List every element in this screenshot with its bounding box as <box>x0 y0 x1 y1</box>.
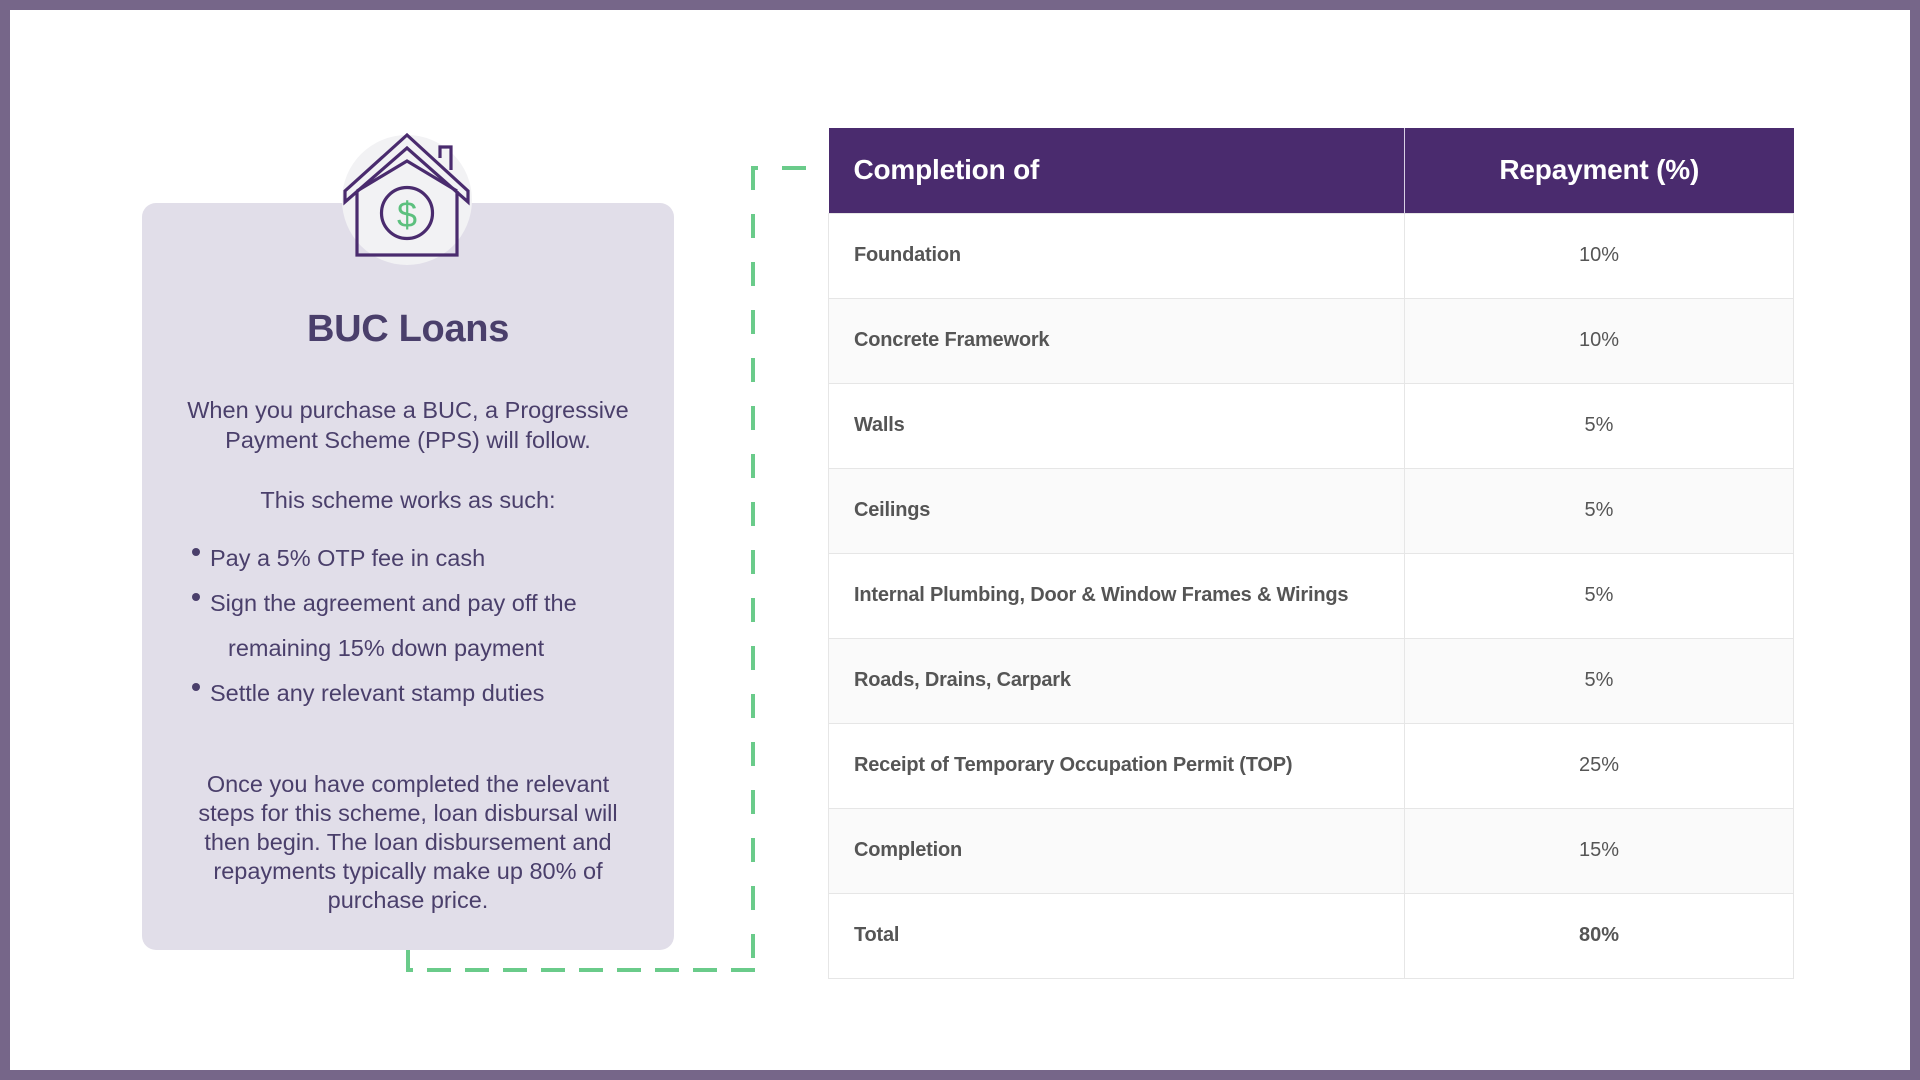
table-row <box>829 553 1794 638</box>
list-item <box>190 581 630 671</box>
table-total-row <box>829 893 1794 978</box>
repayment-cell: 10% <box>1405 213 1794 298</box>
repayment-cell: 5% <box>1405 638 1794 723</box>
connector-dash-stub <box>406 950 410 972</box>
header-completion-of: Completion of <box>829 128 1405 213</box>
repayment-cell: 25% <box>1405 723 1794 808</box>
intro-line: When you purchase a BUC, a Progressive <box>187 397 629 423</box>
outro-line: repayments typically make up 80% of <box>213 858 603 884</box>
outro-line: steps for this scheme, loan disbursal will <box>198 800 618 826</box>
table-row <box>829 468 1794 553</box>
table-row <box>829 808 1794 893</box>
list-item <box>190 671 630 716</box>
connector-dash-vertical <box>751 166 755 974</box>
scheme-label: This scheme works as such: <box>260 487 556 513</box>
table-row <box>829 723 1794 808</box>
stage-cell: Concrete Framework <box>829 298 1405 383</box>
repayment-cell: 15% <box>1405 808 1794 893</box>
stage-cell: Receipt of Temporary Occupation Permit (TOP) <box>829 723 1405 808</box>
card-title: BUC Loans <box>306 308 510 350</box>
stage-cell: Completion <box>829 808 1405 893</box>
list-item-continuation: remaining 15% down payment <box>228 635 545 661</box>
intro-line: Payment Scheme (PPS) will follow. <box>225 426 591 453</box>
table-row <box>829 298 1794 383</box>
bullet-icon <box>192 548 200 556</box>
outro-paragraph <box>162 770 654 915</box>
repayment-cell: 5% <box>1405 553 1794 638</box>
header-repayment: Repayment (%) <box>1405 128 1794 213</box>
list-item-text: Pay a 5% OTP fee in cash <box>210 545 486 571</box>
stage-cell: Walls <box>829 383 1405 468</box>
intro-paragraph <box>162 396 654 455</box>
stage-cell: Foundation <box>829 213 1405 298</box>
list-item-text: Settle any relevant stamp duties <box>210 680 545 706</box>
table-row <box>829 638 1794 723</box>
connector-dash-top <box>752 166 810 170</box>
bullet-icon <box>192 683 200 691</box>
scheme-steps-list <box>190 536 630 716</box>
svg-text:$: $ <box>396 194 418 235</box>
outro-line: then begin. The loan disbursement and <box>204 829 612 855</box>
repayment-schedule-table <box>828 128 1794 979</box>
stage-cell: Ceilings <box>829 468 1405 553</box>
repayment-cell: 5% <box>1405 383 1794 468</box>
table-row <box>829 383 1794 468</box>
connector-dash-bottom <box>408 968 755 972</box>
bullet-icon <box>192 593 200 601</box>
list-item-text: Sign the agreement and pay off the <box>210 590 577 616</box>
stage-cell: Internal Plumbing, Door & Window Frames & Wirings <box>829 553 1405 638</box>
total-value-cell: 80% <box>1405 893 1794 978</box>
repayment-cell: 10% <box>1405 298 1794 383</box>
total-label-cell: Total <box>829 893 1405 978</box>
table-header-row <box>829 128 1794 213</box>
repayment-cell: 5% <box>1405 468 1794 553</box>
table-row <box>829 213 1794 298</box>
list-item <box>190 536 630 581</box>
outro-line: purchase price. <box>327 887 489 913</box>
stage-cell: Roads, Drains, Carpark <box>829 638 1405 723</box>
outro-line: Once you have completed the relevant <box>206 771 610 797</box>
house-dollar-icon <box>330 120 490 270</box>
